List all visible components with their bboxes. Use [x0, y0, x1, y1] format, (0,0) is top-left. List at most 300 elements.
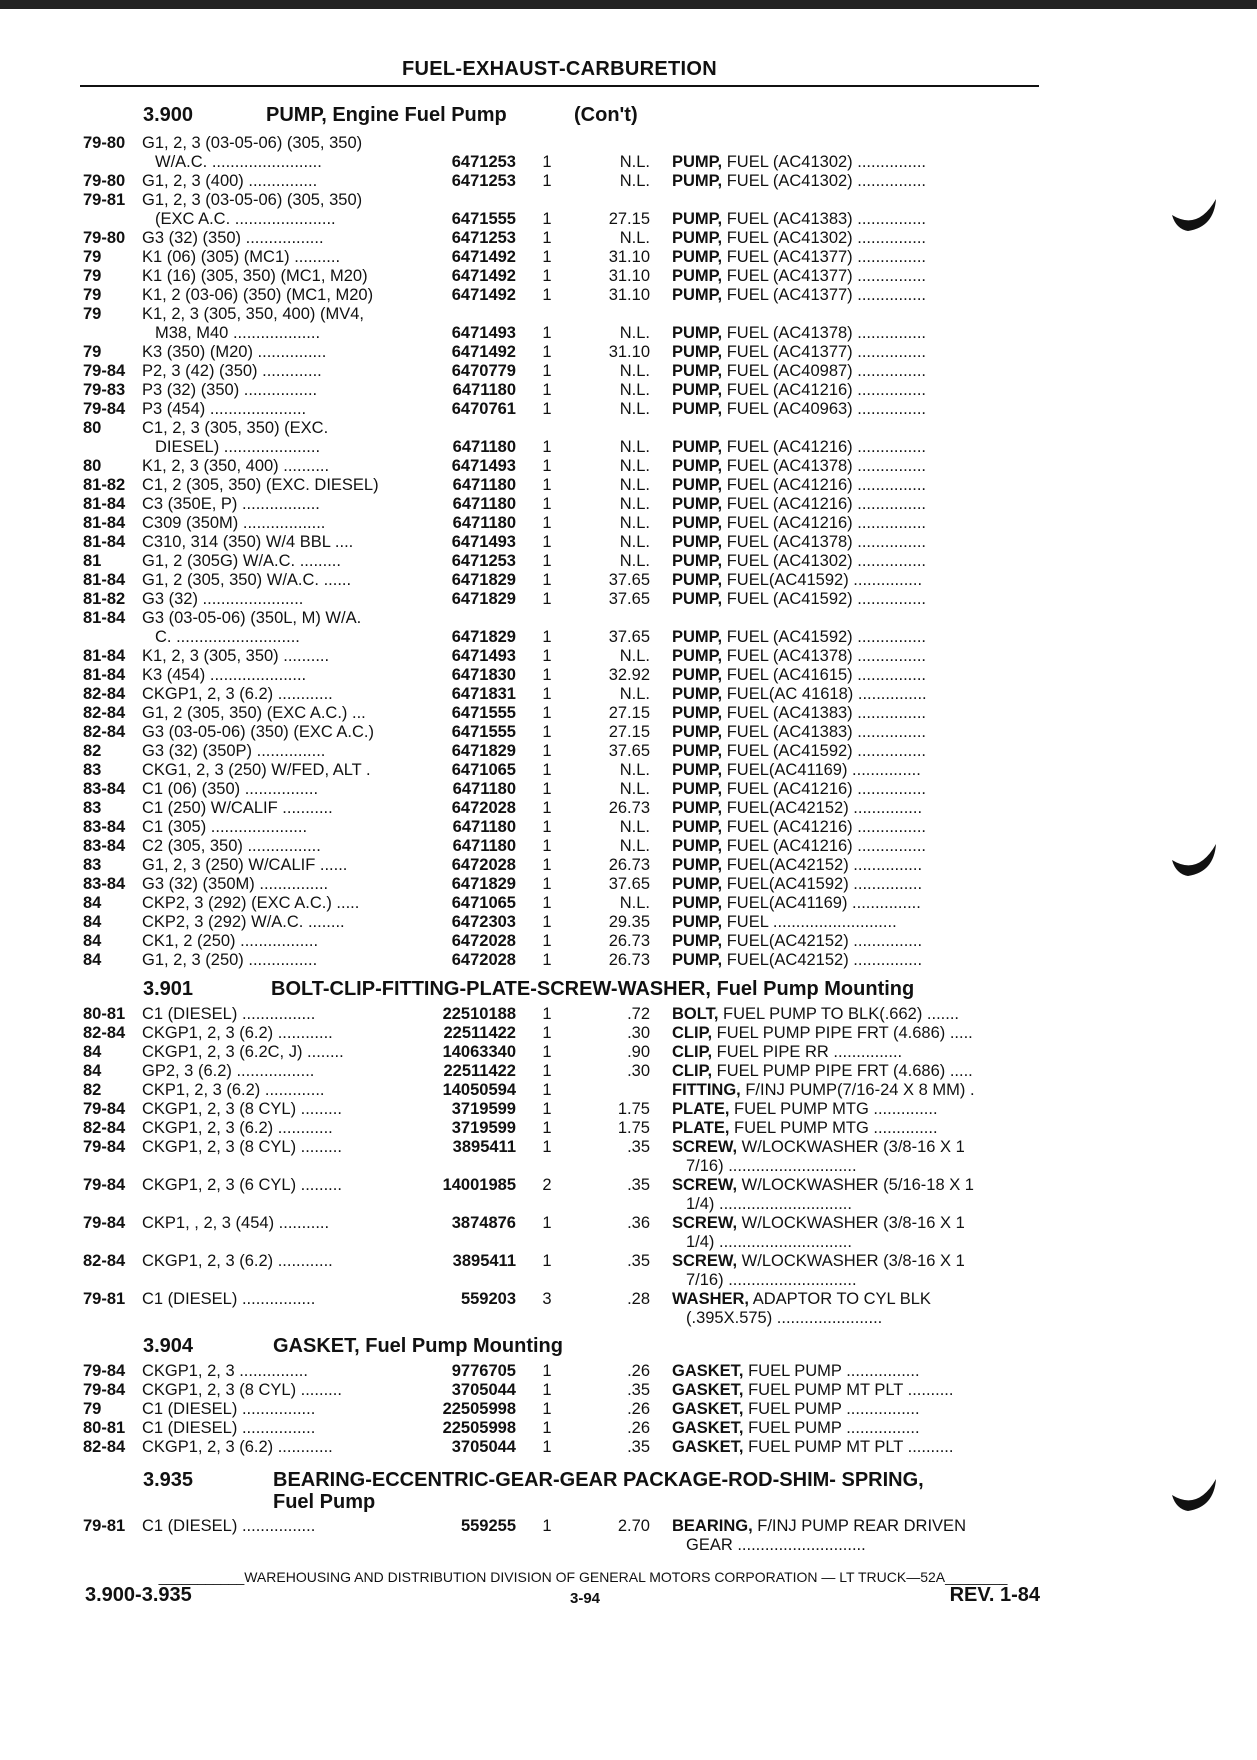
model-year: 79-84: [83, 400, 126, 418]
quantity: 2: [542, 1176, 552, 1194]
price: 31.10: [608, 286, 650, 304]
quantity: 1: [542, 248, 552, 266]
price: N.L.: [619, 533, 650, 551]
application: CKGP1, 2, 3 (6.2) ............: [142, 1024, 333, 1042]
part-number: 6471829: [451, 875, 516, 893]
application: G3 (32) (350P) ...............: [142, 742, 326, 760]
description-keyword: FITTING,: [672, 1081, 741, 1099]
table-row: [0, 1005, 1257, 1024]
description-text: FUEL (AC41383) ...............: [722, 210, 927, 228]
part-number: 3705044: [451, 1381, 516, 1399]
description-keyword: BOLT,: [672, 1005, 719, 1023]
quantity: 1: [542, 381, 552, 399]
table-row: [0, 229, 1257, 248]
model-year: 84: [83, 1062, 102, 1080]
part-number: 14063340: [442, 1043, 516, 1061]
description: [672, 647, 1038, 666]
model-year: 79-84: [83, 1362, 126, 1380]
quantity: 1: [542, 1381, 552, 1399]
model-year: 79-84: [83, 1381, 126, 1399]
model-year: 82: [83, 1081, 102, 1099]
application: CKGP1, 2, 3 (8 CYL) .........: [142, 1381, 342, 1399]
part-number: 6472028: [451, 951, 516, 969]
part-number: 6471829: [451, 742, 516, 760]
quantity: 1: [542, 1517, 552, 1535]
part-number: 3895411: [452, 1252, 516, 1270]
model-year: 84: [83, 951, 102, 969]
application: CKP1, 2, 3 (6.2) .............: [142, 1081, 325, 1099]
description: [672, 476, 1038, 495]
description: [672, 1214, 1038, 1233]
description-keyword: PUMP,: [672, 267, 723, 285]
description-text: FUEL(AC42152) ...............: [722, 951, 923, 969]
table-row: [0, 1438, 1257, 1457]
quantity: 1: [542, 761, 552, 779]
description-keyword: CLIP,: [672, 1062, 713, 1080]
application: C1 (DIESEL) ................: [142, 1517, 316, 1535]
description-keyword: PUMP,: [672, 856, 723, 874]
quantity: 1: [542, 438, 552, 456]
part-number: 6471253: [451, 172, 516, 190]
price: 27.15: [608, 704, 650, 722]
model-year: 81-84: [83, 647, 126, 665]
application: CKGP1, 2, 3 (6.2) ............: [142, 1438, 333, 1456]
description-text: FUEL (AC41216) ...............: [722, 837, 927, 855]
part-number: 3705044: [451, 1438, 516, 1456]
part-number: 6472028: [451, 856, 516, 874]
description: [672, 438, 1038, 457]
description-text: FUEL (AC41615) ...............: [722, 666, 927, 684]
quantity: 1: [542, 1419, 552, 1437]
description: [672, 818, 1038, 837]
model-year: 81-84: [83, 571, 126, 589]
description-text: FUEL (AC41377) ...............: [722, 248, 927, 266]
description: [672, 552, 1038, 571]
part-number: 22505998: [442, 1419, 516, 1437]
table-row: [0, 1043, 1257, 1062]
description-text: FUEL (AC41378) ...............: [722, 457, 927, 475]
model-year: 81-84: [83, 533, 126, 551]
description: [672, 932, 1038, 951]
part-number: 6471492: [451, 343, 516, 361]
table-row: [0, 590, 1257, 609]
model-year: 82-84: [83, 1119, 126, 1137]
description: 7/16) ............................: [686, 1271, 857, 1289]
description-text: FUEL (AC41592) ...............: [722, 742, 927, 760]
table-row: [0, 1100, 1257, 1119]
part-number: 22510188: [442, 1005, 516, 1023]
model-year: 83: [83, 856, 102, 874]
table-row: [0, 267, 1257, 286]
price: N.L.: [619, 153, 650, 171]
price: 27.15: [608, 210, 650, 228]
price: N.L.: [619, 229, 650, 247]
table-row: [0, 1400, 1257, 1419]
part-number: 6471180: [452, 514, 516, 532]
application: K1, 2, 3 (350, 400) ..........: [142, 457, 330, 475]
description-keyword: PUMP,: [672, 476, 723, 494]
model-year: 80: [83, 419, 102, 437]
price: N.L.: [619, 780, 650, 798]
application: C1 (DIESEL) ................: [142, 1005, 316, 1023]
application: G3 (03-05-06) (350L, M) W/A.: [142, 609, 362, 627]
model-year: 81-82: [83, 590, 126, 608]
application: C309 (350M) ..................: [142, 514, 326, 532]
quantity: 1: [542, 875, 552, 893]
model-year: 80: [83, 457, 102, 475]
application: GP2, 3 (6.2) .................: [142, 1062, 315, 1080]
description-keyword: PUMP,: [672, 837, 723, 855]
description-keyword: GASKET,: [672, 1419, 744, 1437]
part-number: 559203: [460, 1290, 516, 1308]
description: [672, 1119, 1038, 1138]
description-keyword: PUMP,: [672, 647, 723, 665]
description-keyword: PUMP,: [672, 742, 723, 760]
description-text: FUEL (AC41216) ...............: [722, 476, 927, 494]
application: G1, 2 (305, 350) W/A.C. ......: [142, 571, 352, 589]
model-year: 82-84: [83, 1024, 126, 1042]
quantity: 1: [542, 362, 552, 380]
application: G1, 2 (305, 350) (EXC A.C.) ...: [142, 704, 366, 722]
description-text: W/LOCKWASHER (3/8-16 X 1: [737, 1214, 965, 1232]
part-number: 6471831: [451, 685, 516, 703]
price: N.L.: [619, 476, 650, 494]
footer-publisher-text: WAREHOUSING AND DISTRIBUTION DIVISION OF GENERAL MOTORS CORPORATION — LT TRUCK—52A: [244, 1569, 946, 1585]
description: 7/16) ............................: [686, 1157, 857, 1175]
model-year: 83: [83, 799, 102, 817]
price: 26.73: [608, 932, 650, 950]
model-year: 79: [83, 248, 102, 266]
footer-section-range: 3.900-3.935: [85, 1584, 192, 1606]
application: P3 (454) .....................: [142, 400, 307, 418]
description: [672, 951, 1038, 970]
quantity: 1: [542, 780, 552, 798]
table-row: [0, 799, 1257, 818]
table-row: [0, 1138, 1257, 1176]
application: CKG1, 2, 3 (250) W/FED, ALT .: [142, 761, 371, 779]
description-text: FUEL (AC41216) ...............: [722, 514, 927, 532]
description: [672, 1062, 1038, 1081]
section-name: BEARING-ECCENTRIC-GEAR-GEAR PACKAGE-ROD-SHIM- SPRING,: [273, 1469, 924, 1491]
part-number: 22511422: [443, 1062, 516, 1080]
quantity: 3: [542, 1290, 552, 1308]
model-year: 79-80: [83, 229, 126, 247]
description-keyword: PUMP,: [672, 248, 723, 266]
model-year: 79: [83, 267, 102, 285]
table-row: [0, 609, 1257, 647]
price: N.L.: [619, 685, 650, 703]
description-text: FUEL (AC41377) ...............: [722, 343, 927, 361]
application: P2, 3 (42) (350) .............: [142, 362, 322, 380]
quantity: 1: [542, 1062, 552, 1080]
price: .35: [627, 1252, 650, 1270]
application: CKGP1, 2, 3 (8 CYL) .........: [142, 1138, 342, 1156]
table-row: [0, 837, 1257, 856]
quantity: 1: [542, 324, 552, 342]
table-row: [0, 1362, 1257, 1381]
quantity: 1: [542, 704, 552, 722]
description-keyword: PUMP,: [672, 590, 723, 608]
description: [672, 723, 1038, 742]
description: [672, 400, 1038, 419]
table-row: [0, 704, 1257, 723]
quantity: 1: [542, 742, 552, 760]
application: CKGP1, 2, 3 (6.2) ............: [142, 1119, 333, 1137]
quantity: 1: [542, 533, 552, 551]
part-number: 6471180: [452, 438, 516, 456]
description: [672, 1419, 1038, 1438]
description: [672, 381, 1038, 400]
description: [672, 210, 1038, 229]
part-number: 6471180: [452, 818, 516, 836]
part-number: 6471829: [451, 571, 516, 589]
description: [672, 1081, 1038, 1100]
model-year: 84: [83, 894, 102, 912]
model-year: 84: [83, 913, 102, 931]
quantity: 1: [542, 1100, 552, 1118]
description-keyword: GASKET,: [672, 1438, 744, 1456]
quantity: 1: [542, 267, 552, 285]
model-year: 82-84: [83, 685, 126, 703]
quantity: 1: [542, 1252, 552, 1270]
description-text: FUEL(AC42152) ...............: [722, 932, 923, 950]
description: [672, 362, 1038, 381]
quantity: 1: [542, 495, 552, 513]
price: N.L.: [619, 837, 650, 855]
description-keyword: PUMP,: [672, 286, 723, 304]
description-keyword: PUMP,: [672, 381, 723, 399]
price: .26: [627, 1419, 650, 1437]
quantity: 1: [542, 1438, 552, 1456]
price: .26: [627, 1362, 650, 1380]
description-text: FUEL (AC41383) ...............: [722, 723, 927, 741]
section-name-continued: Fuel Pump: [273, 1491, 376, 1513]
application: K3 (454) .....................: [142, 666, 307, 684]
model-year: 83-84: [83, 780, 126, 798]
description-keyword: PUMP,: [672, 324, 723, 342]
quantity: 1: [542, 818, 552, 836]
description-text: FUEL (AC41216) ...............: [722, 381, 927, 399]
quantity: 1: [542, 1024, 552, 1042]
table-row: [0, 1381, 1257, 1400]
part-number: 6471555: [451, 704, 516, 722]
table-row: [0, 248, 1257, 267]
description: [672, 1100, 1038, 1119]
description-keyword: PUMP,: [672, 552, 723, 570]
application: M38, M40 ...................: [155, 324, 321, 342]
price: .35: [627, 1381, 650, 1399]
model-year: 83-84: [83, 875, 126, 893]
description-keyword: PUMP,: [672, 932, 723, 950]
model-year: 79-83: [83, 381, 126, 399]
part-number: 6472028: [451, 932, 516, 950]
table-row: [0, 913, 1257, 932]
quantity: 1: [542, 1043, 552, 1061]
model-year: 82-84: [83, 1438, 126, 1456]
table-row: [0, 419, 1257, 457]
quantity: 1: [542, 229, 552, 247]
application: CKP2, 3 (292) W/A.C. ........: [142, 913, 345, 931]
price: 26.73: [608, 799, 650, 817]
model-year: 79-81: [83, 191, 126, 209]
application: C1 (305) .....................: [142, 818, 308, 836]
quantity: 1: [542, 951, 552, 969]
description-text: FUEL PUMP MTG ..............: [729, 1119, 938, 1137]
quantity: 1: [542, 1081, 552, 1099]
price: 26.73: [608, 951, 650, 969]
quantity: 1: [542, 856, 552, 874]
quantity: 1: [542, 932, 552, 950]
quantity: 1: [542, 628, 552, 646]
part-number: 14001985: [442, 1176, 516, 1194]
quantity: 1: [542, 1214, 552, 1232]
application: C3 (350E, P) .................: [142, 495, 320, 513]
description: [672, 1290, 1038, 1309]
price: N.L.: [619, 761, 650, 779]
model-year: 81: [83, 552, 102, 570]
model-year: 81-84: [83, 609, 126, 627]
description: [672, 248, 1038, 267]
application: K1, 2, 3 (305, 350) ..........: [142, 647, 330, 665]
description-keyword: GASKET,: [672, 1381, 744, 1399]
model-year: 84: [83, 1043, 102, 1061]
description-keyword: PUMP,: [672, 666, 723, 684]
part-number: 6471555: [451, 210, 516, 228]
description-text: FUEL (AC41378) ...............: [722, 324, 927, 342]
description-text: FUEL (AC41378) ...............: [722, 533, 927, 551]
section-continued: (Con't): [574, 104, 638, 126]
table-row: [0, 1081, 1257, 1100]
price: 32.92: [608, 666, 650, 684]
model-year: 79-84: [83, 1100, 126, 1118]
application: G1, 2, 3 (400) ...............: [142, 172, 318, 190]
description: [672, 666, 1038, 685]
table-row: [0, 1290, 1257, 1328]
description-keyword: PUMP,: [672, 229, 723, 247]
description-keyword: PUMP,: [672, 894, 723, 912]
description-keyword: WASHER,: [672, 1290, 750, 1308]
model-year: 79-80: [83, 134, 126, 152]
description-text: FUEL (AC41216) ...............: [722, 780, 927, 798]
description-keyword: PUMP,: [672, 951, 723, 969]
description: [672, 571, 1038, 590]
description-keyword: PUMP,: [672, 818, 723, 836]
application: G3 (32) ......................: [142, 590, 304, 608]
description-text: FUEL(AC 41618) ...............: [722, 685, 927, 703]
model-year: 83-84: [83, 837, 126, 855]
application: C1 (250) W/CALIF ...........: [142, 799, 333, 817]
application: G1, 2, 3 (250) ...............: [142, 951, 318, 969]
application: C1, 2, 3 (305, 350) (EXC.: [142, 419, 329, 437]
model-year: 82-84: [83, 1252, 126, 1270]
quantity: 1: [542, 1005, 552, 1023]
section-number: 3.904: [143, 1335, 194, 1357]
model-year: 79-84: [83, 1176, 126, 1194]
part-number: 6471065: [451, 894, 516, 912]
section-number: 3.901: [143, 978, 194, 1000]
quantity: 1: [542, 837, 552, 855]
part-number: 6471493: [451, 324, 516, 342]
description-text: FUEL(AC42152) ...............: [722, 856, 923, 874]
part-number: 14050594: [442, 1081, 516, 1099]
model-year: 79-84: [83, 362, 126, 380]
description: [672, 286, 1038, 305]
description: [672, 533, 1038, 552]
model-year: 79: [83, 286, 102, 304]
price: .30: [627, 1062, 650, 1080]
description-text: FUEL (AC41302) ...............: [722, 552, 927, 570]
price: N.L.: [619, 362, 650, 380]
description-keyword: SCREW,: [672, 1252, 738, 1270]
application: C2 (305, 350) ................: [142, 837, 321, 855]
part-number: 6471180: [452, 780, 516, 798]
price: .36: [627, 1214, 650, 1232]
description-text: FUEL PUMP ................: [743, 1419, 920, 1437]
description: [672, 514, 1038, 533]
part-number: 22511422: [443, 1024, 516, 1042]
application: K1, 2, 3 (305, 350, 400) (MV4,: [142, 305, 364, 323]
part-number: 6471830: [451, 666, 516, 684]
table-row: [0, 305, 1257, 343]
description-keyword: PUMP,: [672, 495, 723, 513]
table-row: [0, 191, 1257, 229]
description-keyword: PUMP,: [672, 875, 723, 893]
description-text: FUEL (AC41216) ...............: [722, 495, 927, 513]
price: N.L.: [619, 495, 650, 513]
table-row: [0, 818, 1257, 837]
application: CK1, 2 (250) .................: [142, 932, 319, 950]
price: 2.70: [617, 1517, 650, 1535]
part-number: 6470779: [451, 362, 516, 380]
description-keyword: PUMP,: [672, 628, 723, 646]
description-text: FUEL PUMP PIPE FRT (4.686) .....: [712, 1024, 973, 1042]
binder-hole-mark: [1168, 1465, 1220, 1517]
description: [672, 742, 1038, 761]
table-row: [0, 723, 1257, 742]
table-row: [0, 932, 1257, 951]
description-keyword: PUMP,: [672, 153, 723, 171]
price: N.L.: [619, 381, 650, 399]
part-number: 3895411: [452, 1138, 516, 1156]
price: N.L.: [619, 552, 650, 570]
application: CKGP1, 2, 3 ...............: [142, 1362, 308, 1380]
model-year: 79-81: [83, 1517, 126, 1535]
part-number: 6471829: [451, 590, 516, 608]
application: G3 (32) (350) .................: [142, 229, 324, 247]
part-number: 22505998: [442, 1400, 516, 1418]
quantity: 1: [542, 590, 552, 608]
table-row: [0, 381, 1257, 400]
price: N.L.: [619, 457, 650, 475]
part-number: 559255: [460, 1517, 516, 1535]
table-row: [0, 780, 1257, 799]
table-row: [0, 666, 1257, 685]
description: [672, 856, 1038, 875]
description: 1/4) .............................: [686, 1233, 852, 1251]
model-year: 81-84: [83, 495, 126, 513]
description: [672, 1381, 1038, 1400]
part-number: 6470761: [451, 400, 516, 418]
model-year: 79: [83, 305, 102, 323]
description: [672, 628, 1038, 647]
description-text: FUEL (AC41302) ...............: [722, 153, 927, 171]
part-number: 6471180: [452, 495, 516, 513]
quantity: 1: [542, 913, 552, 931]
description-text: FUEL PUMP MT PLT ..........: [743, 1438, 954, 1456]
application: K3 (350) (M20) ...............: [142, 343, 327, 361]
application: CKGP1, 2, 3 (6 CYL) .........: [142, 1176, 342, 1194]
price: 31.10: [608, 343, 650, 361]
